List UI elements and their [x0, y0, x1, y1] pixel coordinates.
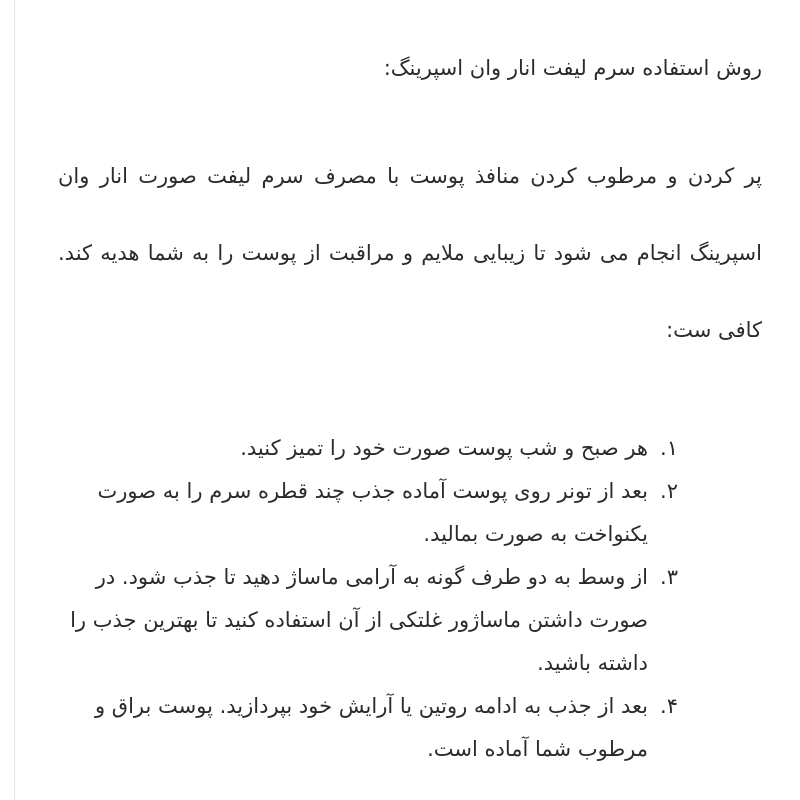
step-number: ۴.	[660, 694, 678, 718]
list-item	[58, 685, 678, 771]
step-number: ۲.	[660, 479, 678, 503]
step-text: بعد از جذب به ادامه روتین یا آرایش خود بپردازید. پوست براق و مرطوب شما آماده است.	[94, 694, 648, 761]
usage-steps-list	[58, 427, 762, 771]
step-number: ۱.	[660, 436, 678, 460]
step-text: بعد از تونر روی پوست آماده جذب چند قطره سرم را به صورت یکنواخت به صورت بمالید.	[97, 479, 648, 546]
step-text: هر صبح و شب پوست صورت خود را تمیز کنید.	[240, 436, 648, 460]
list-item	[58, 556, 678, 685]
section-heading: روش استفاده سرم لیفت انار وان اسپرینگ:	[383, 56, 762, 80]
list-item	[58, 470, 678, 556]
step-text: از وسط به دو طرف گونه به آرامی ماساژ دهید تا جذب شود. در صورت داشتن ماساژور غلتکی از آن استفاده کنید تا بهترین جذب را داشته باشید.	[70, 565, 648, 675]
intro-paragraph: پر کردن و مرطوب کردن منافذ پوست با مصرف سرم لیفت صورت انار وان اسپرینگ انجام می شود تا زیبایی ملایم و مراقبت از پوست را به شما هدیه کند. کافی ست:	[58, 164, 762, 342]
page-border	[14, 0, 15, 800]
step-number: ۳.	[660, 565, 678, 589]
article-body	[58, 48, 762, 771]
list-item	[58, 427, 678, 470]
